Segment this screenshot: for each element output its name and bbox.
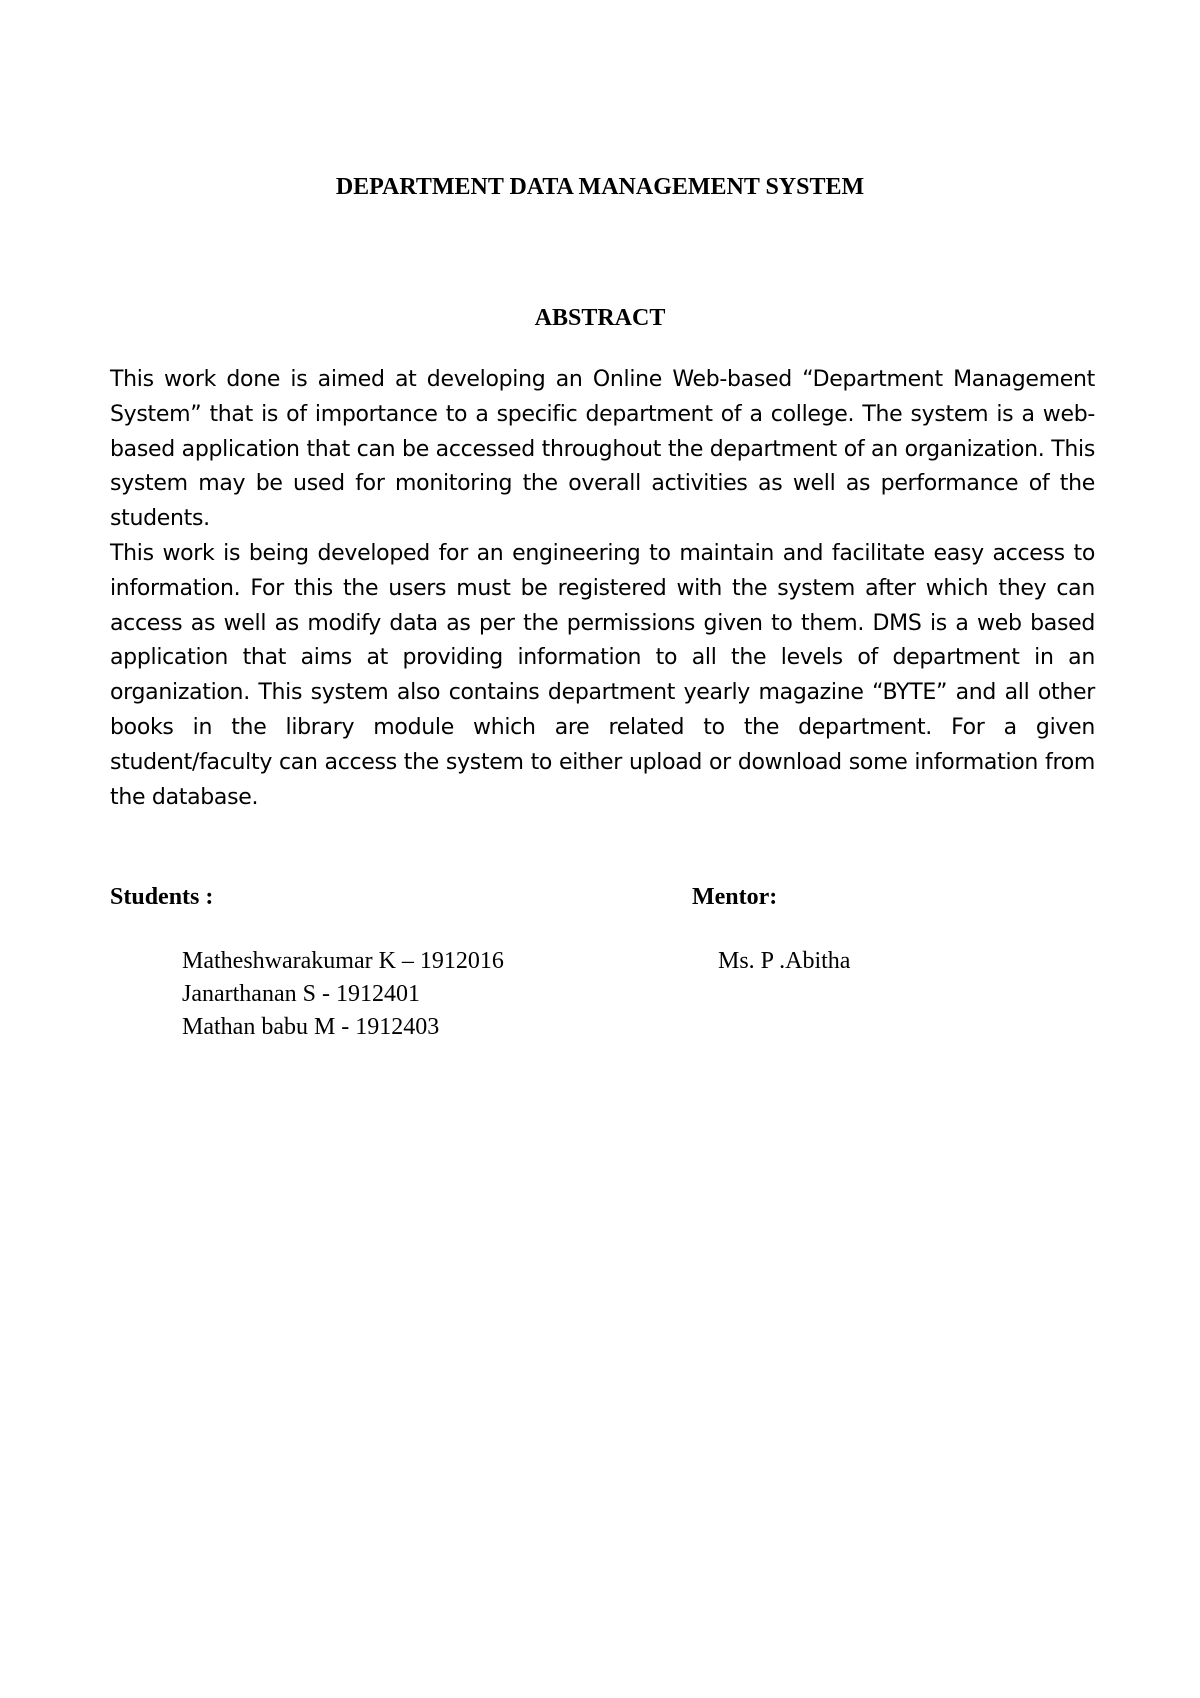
- students-label: Students :: [110, 884, 214, 910]
- abstract-heading: ABSTRACT: [534, 305, 666, 331]
- student-name: Janarthanan S - 1912401: [182, 981, 420, 1007]
- abstract-paragraph: This work done is aimed at developing an Online Web-based “Department Management System” that is of importance to a specific department of a college. The system is a web-based application that can be accessed throughout the department of an organization. This system may be used for monitoring the overall activities as well as performance of the students.: [110, 367, 1095, 532]
- document-title: DEPARTMENT DATA MANAGEMENT SYSTEM: [335, 174, 865, 200]
- mentor-name: Ms. P .Abitha: [718, 948, 851, 974]
- abstract-paragraph: This work is being developed for an engineering to maintain and facilitate easy access to information. For this the users must be registered with the system after which they can access as well as modify data as per the permissions given to them. DMS is a web based application that aims at providing information to all the levels of department in an organization. This system also contains department yearly magazine “BYTE” and all other books in the library module which are related to the department. For a given student/faculty can access the system to either upload or download some information from the database.: [110, 540, 1095, 810]
- mentor-list: [718, 945, 850, 978]
- abstract-body: [110, 363, 1095, 815]
- student-name: Mathan babu M - 1912403: [182, 1014, 440, 1040]
- student-name: Matheshwarakumar K – 1912016: [182, 948, 504, 974]
- mentor-label: Mentor:: [692, 884, 778, 910]
- students-list: [182, 945, 504, 1044]
